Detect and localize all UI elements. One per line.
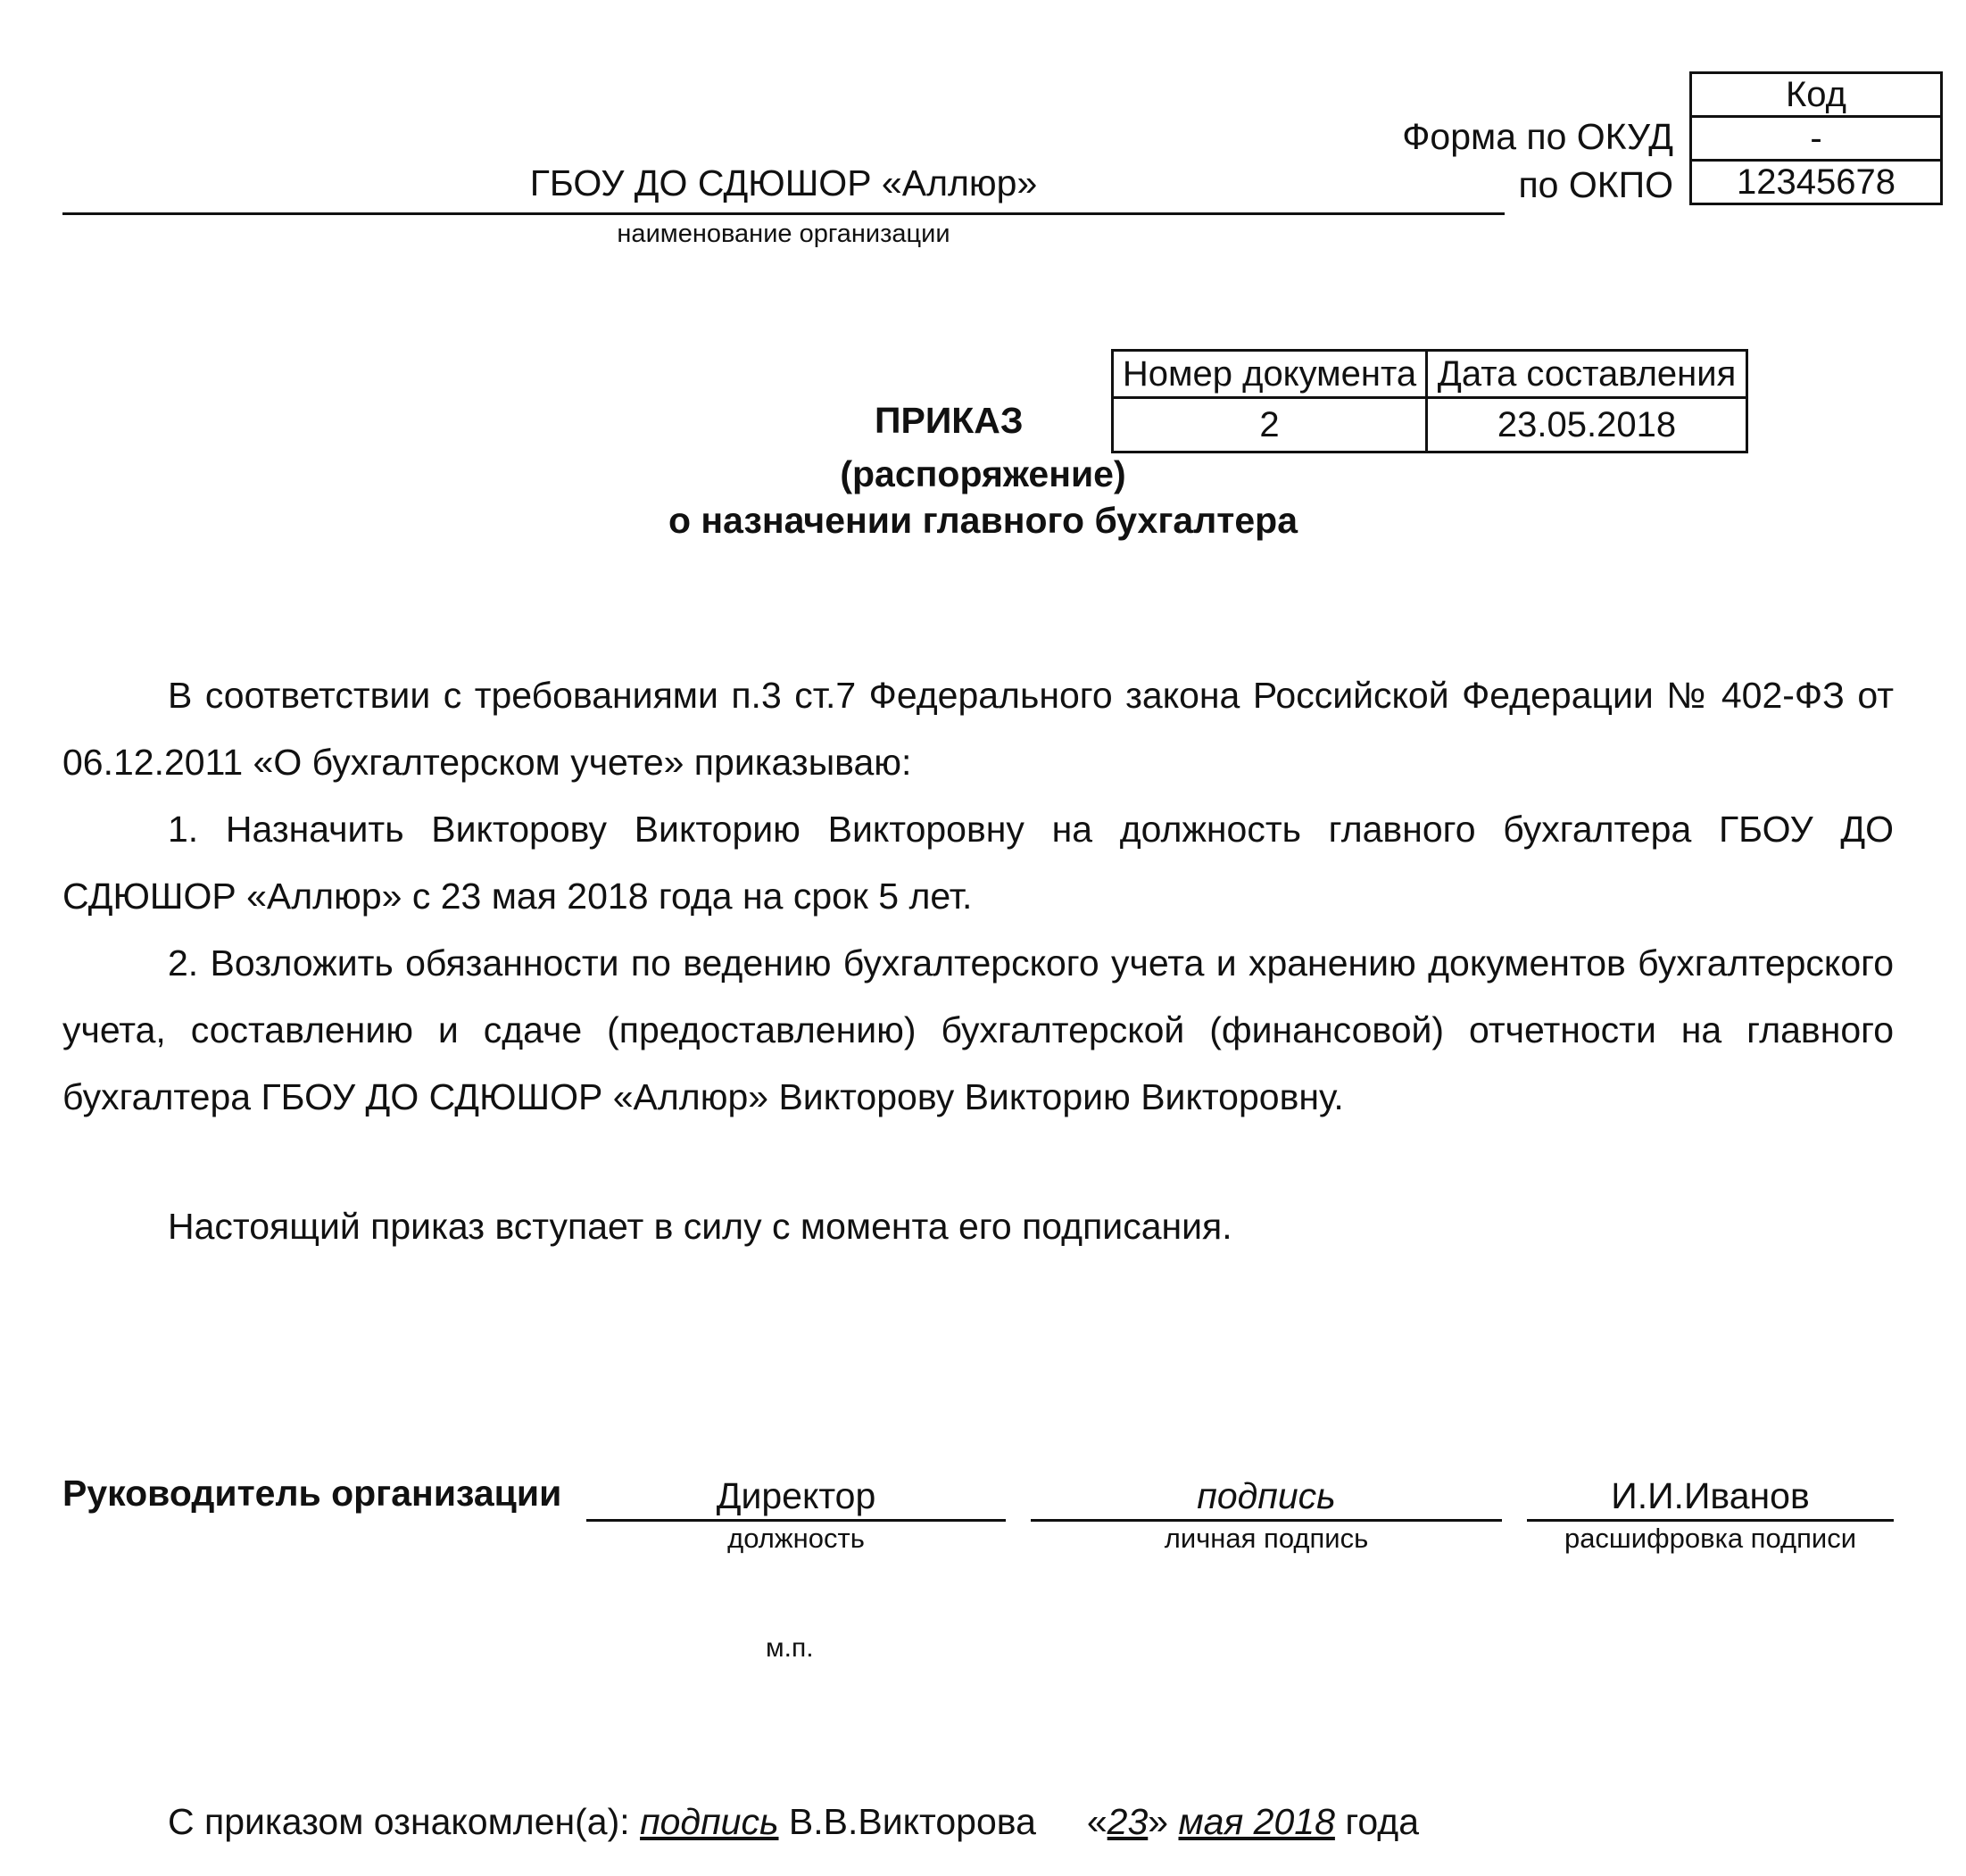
- head-of-organization-label: Руководитель организации: [62, 1473, 562, 1514]
- order-item-2-text: 2. Возложить обязанности по ведению бухгалтерского учета и хранению документов бухгалтерского учета, составлению и сдаче (предоставлению) бухгалтерской (финансовой) отчетности на главного бухгалтера ГБОУ ДО СДЮШОР «Аллюр» Викторову Викторию Викторовну.: [62, 942, 1894, 1117]
- doc-date-value: 23.05.2018: [1427, 398, 1747, 452]
- okpo-label: по ОКПО: [1518, 164, 1673, 205]
- ack-month-year: мая 2018: [1178, 1801, 1335, 1842]
- ack-suffix: года: [1345, 1801, 1419, 1842]
- document-title: ПРИКАЗ: [875, 400, 1024, 441]
- effective-paragraph: [62, 1193, 1894, 1260]
- order-item-2: [62, 930, 1894, 1131]
- ack-name: В.В.Викторова: [788, 1801, 1036, 1842]
- doc-number-value: 2: [1113, 398, 1427, 452]
- doc-date-header: Дата составления: [1427, 351, 1747, 398]
- organization-caption: наименование организации: [617, 220, 950, 248]
- doc-number-header: Номер документа: [1113, 351, 1427, 398]
- signature-caption: личная подпись: [1164, 1523, 1369, 1554]
- acknowledgement-line: С приказом ознакомлен(а): подпись В.В.Викторова «23» мая 2018 года: [168, 1801, 1419, 1842]
- document-subject: о назначении главного бухгалтера: [668, 500, 1298, 541]
- document-subtitle: (распоряжение): [840, 453, 1126, 494]
- position-field: Директор: [586, 1473, 1006, 1522]
- document-info-table: [1111, 349, 1748, 453]
- name-field: И.И.Иванов: [1527, 1473, 1894, 1522]
- ack-label: С приказом ознакомлен(а):: [168, 1801, 630, 1842]
- preamble-text: В соответствии с требованиями п.3 ст.7 Федерального закона Российской Федерации № 402-ФЗ от 06.12.2011 «О бухгалтерском учете» приказываю:: [62, 675, 1894, 783]
- organization-underline: [62, 212, 1505, 215]
- signature-field: подпись: [1031, 1473, 1502, 1522]
- position-caption: должность: [727, 1523, 865, 1554]
- code-header: Код: [1691, 73, 1942, 117]
- name-caption: расшифровка подписи: [1564, 1523, 1857, 1554]
- order-item-1-text: 1. Назначить Викторову Викторию Викторовну на должность главного бухгалтера ГБОУ ДО СДЮШОР «Аллюр» с 23 мая 2018 года на срок 5 лет.: [62, 809, 1894, 917]
- stamp-place: м.п.: [766, 1633, 814, 1663]
- okud-label: Форма по ОКУД: [1402, 116, 1673, 157]
- okpo-value: 12345678: [1691, 161, 1942, 204]
- okud-value: -: [1691, 117, 1942, 161]
- order-item-1: [62, 796, 1894, 930]
- effective-text: Настоящий приказ вступает в силу с момента его подписания.: [168, 1206, 1232, 1247]
- code-table: [1689, 71, 1943, 205]
- organization-name: ГБОУ ДО СДЮШОР «Аллюр»: [529, 162, 1038, 203]
- ack-signature: подпись: [640, 1801, 779, 1842]
- ack-day: 23: [1107, 1801, 1149, 1842]
- preamble-paragraph: [62, 662, 1894, 796]
